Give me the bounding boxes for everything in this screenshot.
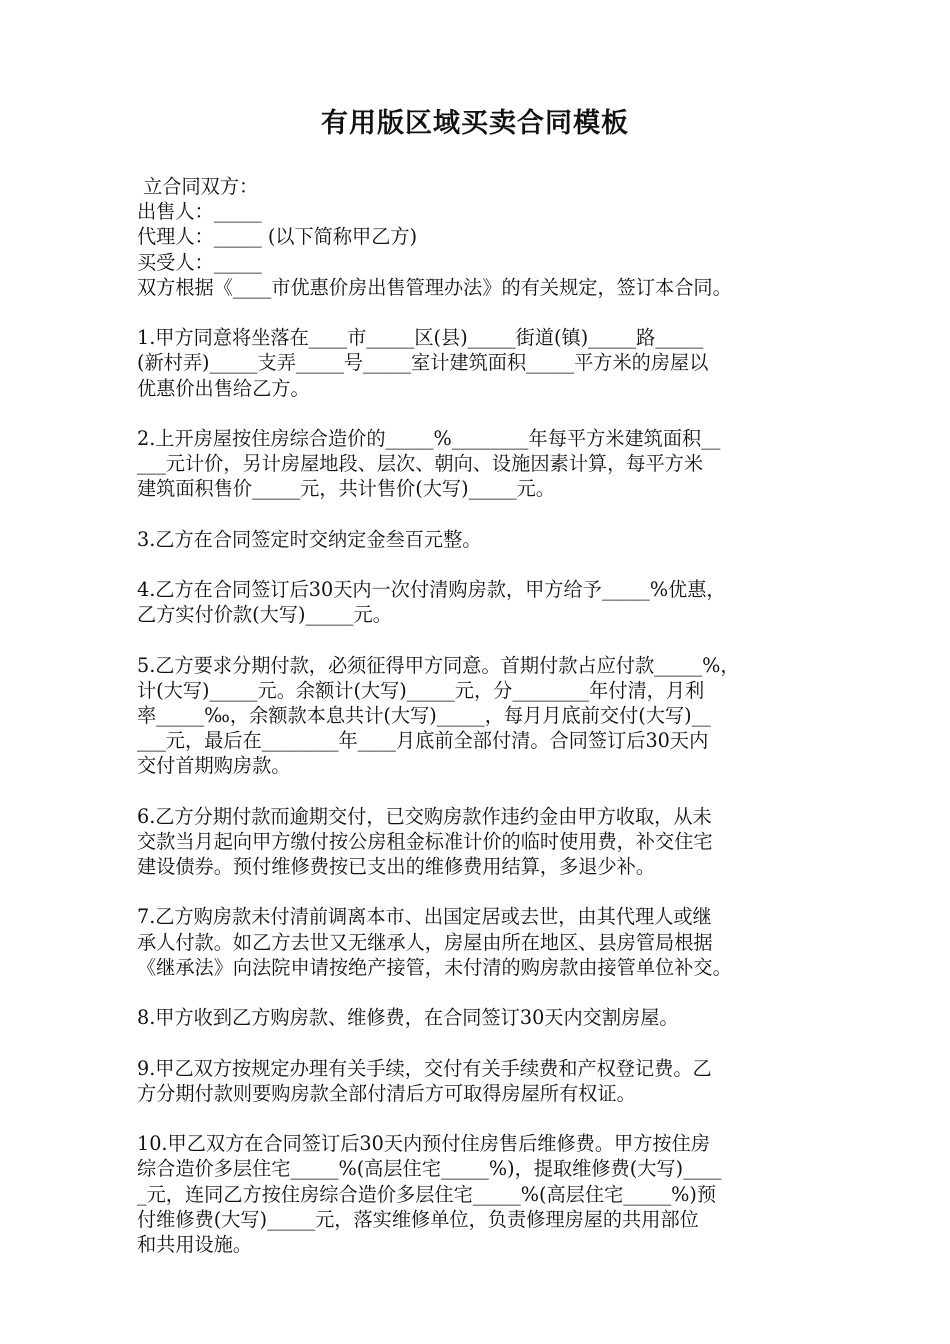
clause-line: 4.乙方在合同签订后30天内一次付清购房款，甲方给予_____%优惠， xyxy=(137,578,726,601)
clause-10 xyxy=(137,1131,837,1257)
header-line: 立合同双方： xyxy=(137,175,259,198)
header-line: 双方根据《____市优惠价房出售管理办法》的有关规定，签订本合同。 xyxy=(137,275,732,299)
clause-line: 付维修费(大写)_____元，落实维修单位，负责修理房屋的共用部位 xyxy=(137,1207,699,1231)
contract-header xyxy=(137,174,837,300)
clause-line: _元，连同乙方按住房综合造价多层住宅_____%(高层住宅_____%)预 xyxy=(137,1182,717,1206)
clause-line: ___元，最后在________年____月底前全部付清。合同签订后30天内 xyxy=(137,729,709,753)
clause-line: 优惠价出售给乙方。 xyxy=(137,376,310,400)
clause-line: 8.甲方收到乙方购房款、维修费，在合同签订30天内交割房屋。 xyxy=(137,1006,679,1030)
clause-8 xyxy=(137,1005,837,1030)
clause-line: 计(大写)_____元。余额计(大写)_____元，分________年付清，月利 xyxy=(137,678,705,702)
clause-line: 10.甲乙双方在合同签订后30天内预付住房售后维修费。甲方按住房 xyxy=(137,1132,710,1156)
clause-line: 建筑面积售价_____元，共计售价(大写)_____元。 xyxy=(137,477,555,501)
clause-line: 6.乙方分期付款而逾期交付，已交购房款作违约金由甲方收取，从未 xyxy=(137,804,712,828)
clause-line: 《继承法》向法院申请按绝产接管，未付清的购房款由接管单位补交。 xyxy=(137,955,732,979)
header-line: 出售人：_____ xyxy=(137,200,262,224)
header-line: 代理人：_____ (以下简称甲乙方) xyxy=(137,225,418,249)
clause-line: 7.乙方购房款未付清前调离本市、出国定居或去世，由其代理人或继 xyxy=(137,905,712,929)
clause-line: 承人付款。如乙方去世又无继承人，房屋由所在地区、县房管局根据 xyxy=(137,930,713,954)
clause-6 xyxy=(137,804,837,880)
clause-line: 交付首期购房款。 xyxy=(137,754,291,778)
clause-line: 率_____‰，余额款本息共计(大写)_____，每月月底前交付(大写)__ xyxy=(137,703,711,727)
clause-5 xyxy=(137,653,837,779)
clause-line: 2.上开房屋按住房综合造价的_____%________年每平方米建筑面积__ xyxy=(137,426,721,450)
clause-line: 5.乙方要求分期付款，必须征得甲方同意。首期付款占应付款_____%， xyxy=(137,653,740,677)
clause-line: 交款当月起向甲方缴付按公房租金标准计价的临时使用费，补交住宅 xyxy=(137,829,713,853)
clause-1 xyxy=(137,325,837,401)
clause-line: 乙方实付价款(大写)_____元。 xyxy=(137,603,392,627)
clause-line: (新村弄)_____支弄_____号_____室计建筑面积_____平方米的房屋以 xyxy=(137,351,709,375)
clause-line: 9.甲乙双方按规定办理有关手续，交付有关手续费和产权登记费。乙 xyxy=(137,1056,712,1080)
clause-line: 和共用设施。 xyxy=(137,1232,253,1256)
clause-line: 方分期付款则要购房款全部付清后方可取得房屋所有权证。 xyxy=(137,1081,636,1105)
header-line: 买受人：_____ xyxy=(137,250,262,274)
document-body xyxy=(137,174,837,1282)
clause-line: 建设债券。预付维修费按已支出的维修费用结算，多退少补。 xyxy=(137,855,656,879)
clause-line: 1.甲方同意将坐落在____市_____区(县)_____街道(镇)_____路_____ xyxy=(137,326,704,350)
clause-9 xyxy=(137,1056,837,1106)
clause-3 xyxy=(137,527,837,552)
clause-line: 综合造价多层住宅_____%(高层住宅_____%)，提取维修费(大写)____ xyxy=(137,1157,722,1181)
clause-2 xyxy=(137,426,837,502)
clause-line: ___元计价，另计房屋地段、层次、朝向、设施因素计算，每平方米 xyxy=(137,452,704,476)
clause-line: 3.乙方在合同签定时交纳定金叁百元整。 xyxy=(137,527,482,551)
clause-4 xyxy=(137,577,837,627)
document-title: 有用版区域买卖合同模板 xyxy=(321,108,629,139)
clause-7 xyxy=(137,904,837,980)
